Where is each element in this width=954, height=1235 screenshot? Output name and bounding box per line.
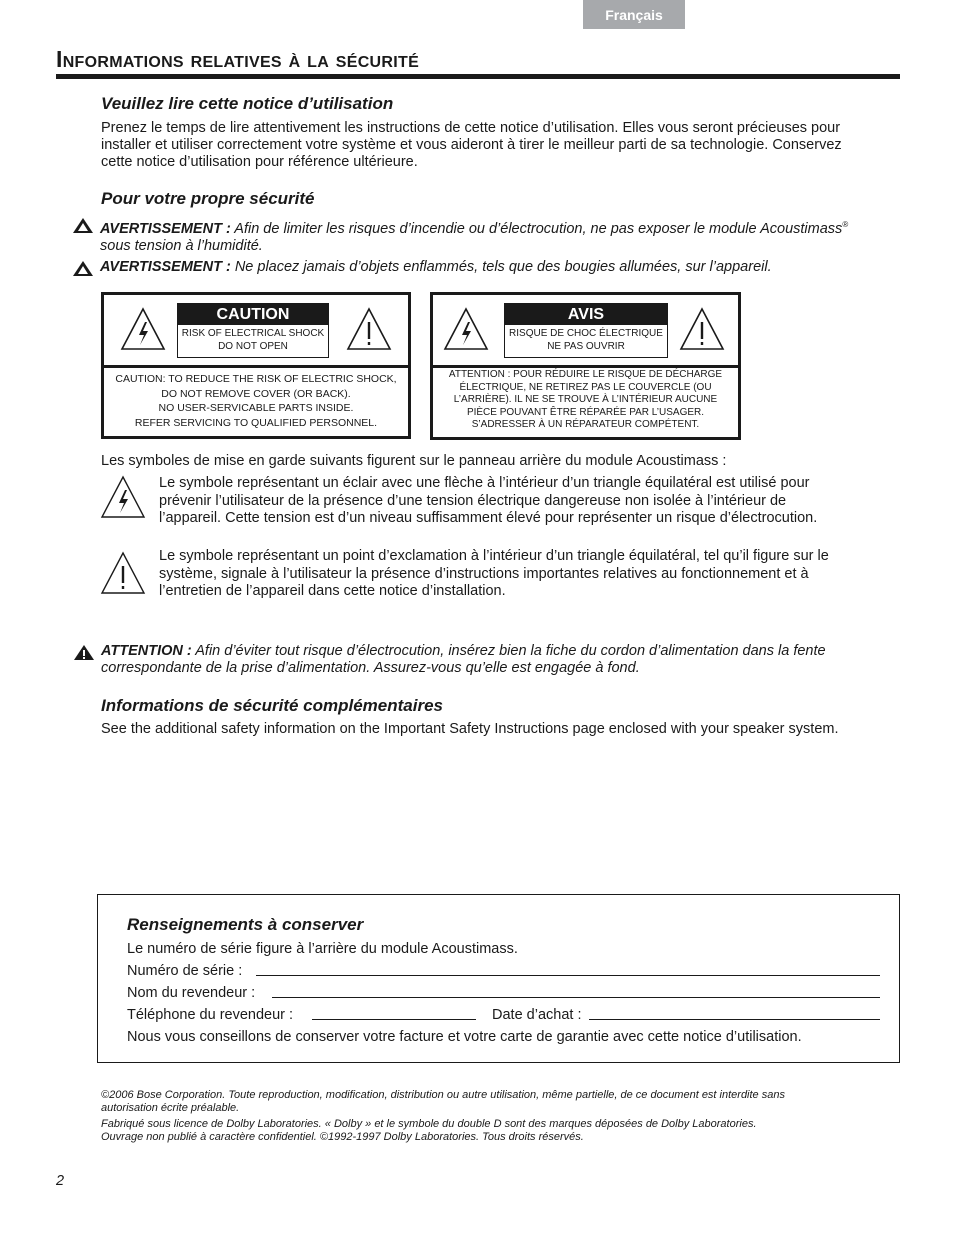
exclamation-symbol-text: Le symbole représentant un point d’exclamation à l’intérieur d’un triangle équilatéral, tel qu’il figure sur le système, signale à l’utilisateur la présence d’instructions importantes relatives au fonctionnement et à l’entretien de l’appareil dans cette notice d’installation. <box>159 548 829 599</box>
warning-text: Afin de limiter les risques d’incendie ou d’électrocution, ne pas exposer le module Acoustimass <box>234 220 843 237</box>
caution-heading: CAUTION <box>178 304 328 325</box>
registered-mark: ® <box>842 220 849 229</box>
paragraph-line: installer et utiliser correctement votre système et vous aideront à tirer le meilleur parti de sa technologie. Conservez <box>101 137 842 153</box>
attention-text-continued: correspondante de la prise d’alimentation. Assurez-vous qu’elle est engagée à fond. <box>101 660 640 676</box>
paragraph-line: cette notice d’utilisation pour référence ultérieure. <box>101 154 418 170</box>
warning-text: Ne placez jamais d’objets enflammés, tels que des bougies allumées, sur l’appareil. <box>234 259 772 275</box>
title-rule <box>56 74 900 79</box>
warning-humidity <box>72 216 898 255</box>
page-number: 2 <box>56 1173 65 1189</box>
exclamation-triangle-icon <box>679 307 725 351</box>
dealer-phone-label: Téléphone du revendeur : <box>127 1007 294 1023</box>
section-heading-own-safety: Pour votre propre sécurité <box>101 189 315 208</box>
caution-header <box>177 303 329 358</box>
copyright-notice: ©2006 Bose Corporation. Toute reproduction, modification, distribution ou autre utilisation, même partielle, de ce document est interdite sans autorisation écrite préalable. <box>101 1089 785 1114</box>
caution-label <box>101 292 411 439</box>
avis-label <box>430 292 741 440</box>
dealer-phone-field[interactable] <box>312 1019 476 1020</box>
records-heading: Renseignements à conserver <box>127 915 364 934</box>
read-notice-paragraph <box>101 120 842 171</box>
warning-text-continued: sous tension à l’humidité. <box>100 237 263 254</box>
warning-triangle-icon <box>72 260 94 277</box>
purchase-date-field[interactable] <box>589 1019 880 1020</box>
attention-notice <box>73 643 899 677</box>
avis-header <box>504 303 668 358</box>
symbols-intro: Les symboles de mise en garde suivants figurent sur le panneau arrière du module Acoustimass : <box>101 453 727 469</box>
records-intro: Le numéro de série figure à l’arrière du module Acoustimass. <box>127 941 518 957</box>
warning-flames <box>72 259 898 276</box>
serial-number-field[interactable] <box>256 975 880 976</box>
lightning-symbol-explanation <box>100 475 900 535</box>
exclamation-symbol-explanation <box>100 548 900 608</box>
additional-safety-text: See the additional safety information on the Important Safety Instructions page enclosed with your speaker system. <box>101 721 839 737</box>
lightning-triangle-icon <box>443 307 489 351</box>
caution-body: CAUTION: TO REDUCE THE RISK OF ELECTRIC SHOCK, DO NOT REMOVE COVER (OR BACK). NO USER-SERVICABLE PARTS INSIDE. REFER SERVICING TO QUALIFIED PERSONNEL. <box>115 373 397 429</box>
attention-text: Afin d’éviter tout risque d’électrocution, insérez bien la fiche du cordon d’alimentation dans la fente <box>195 643 826 659</box>
lightning-triangle-icon <box>100 475 146 519</box>
dealer-name-field[interactable] <box>272 997 880 998</box>
section-heading-additional-safety: Informations de sécurité complémentaires <box>101 696 443 715</box>
dolby-notice: Fabriqué sous licence de Dolby Laboratories. « Dolby » et le symbole du double D sont des marques déposées de Dolby Laboratories. Ouvrage non publié à caractère confidentiel. ©1992-1997 Dolby Laboratories. Tous droits réservés. <box>101 1118 757 1143</box>
section-heading-read-notice: Veuillez lire cette notice d’utilisation <box>101 94 394 113</box>
caution-label-top <box>104 295 408 368</box>
records-advice: Nous vous conseillons de conserver votre facture et votre carte de garantie avec cette notice d’utilisation. <box>127 1029 802 1045</box>
exclamation-triangle-icon <box>346 307 392 351</box>
page-title: Informations relatives à la sécurité <box>56 46 420 72</box>
records-box <box>97 894 900 1063</box>
exclamation-triangle-icon <box>100 551 146 595</box>
warning-lead: AVERTISSEMENT : <box>100 259 231 275</box>
serial-number-label: Numéro de série : <box>127 963 243 979</box>
language-tab[interactable]: Français <box>583 0 685 29</box>
avis-subtext: RISQUE DE CHOC ÉLECTRIQUE NE PAS OUVRIR <box>509 328 663 352</box>
lightning-triangle-icon <box>120 307 166 351</box>
dealer-name-label: Nom du revendeur : <box>127 985 256 1001</box>
caution-subtext: RISK OF ELECTRICAL SHOCK DO NOT OPEN <box>181 328 325 352</box>
avis-body: ATTENTION : POUR RÉDUIRE LE RISQUE DE DÉCHARGE ÉLECTRIQUE, NE RETIREZ PAS LE COUVERCLE (OU L’ARRIÈRE). IL NE SE TROUVE À L’INTÉRIEUR AUCUNE PIÈCE POUVANT ÊTRE RÉPARÉE PAR L’USAGER. S’ADRESSER À UN RÉPARATEUR COMPÉTENT. <box>448 369 723 430</box>
avis-label-top <box>433 295 738 368</box>
purchase-date-label: Date d’achat : <box>492 1007 582 1023</box>
attention-lead: ATTENTION : <box>101 643 192 659</box>
lightning-symbol-text: Le symbole représentant un éclair avec une flèche à l’intérieur d’un triangle équilatéral est utilisé pour prévenir l’utilisateur de la présence d’une tension électrique dangereuse non isolée à l’intérieur de l’appareil. Cette tension est d’un niveau suffisamment élevé pour représenter un risque d’électrocution. <box>159 475 818 526</box>
warning-triangle-icon <box>73 644 95 661</box>
paragraph-line: Prenez le temps de lire attentivement les instructions de cette notice d’utilisation. Elles vous seront précieuses pour <box>101 120 841 136</box>
warning-triangle-icon <box>72 217 94 234</box>
avis-heading: AVIS <box>505 304 667 325</box>
warning-lead: AVERTISSEMENT : <box>100 220 231 237</box>
